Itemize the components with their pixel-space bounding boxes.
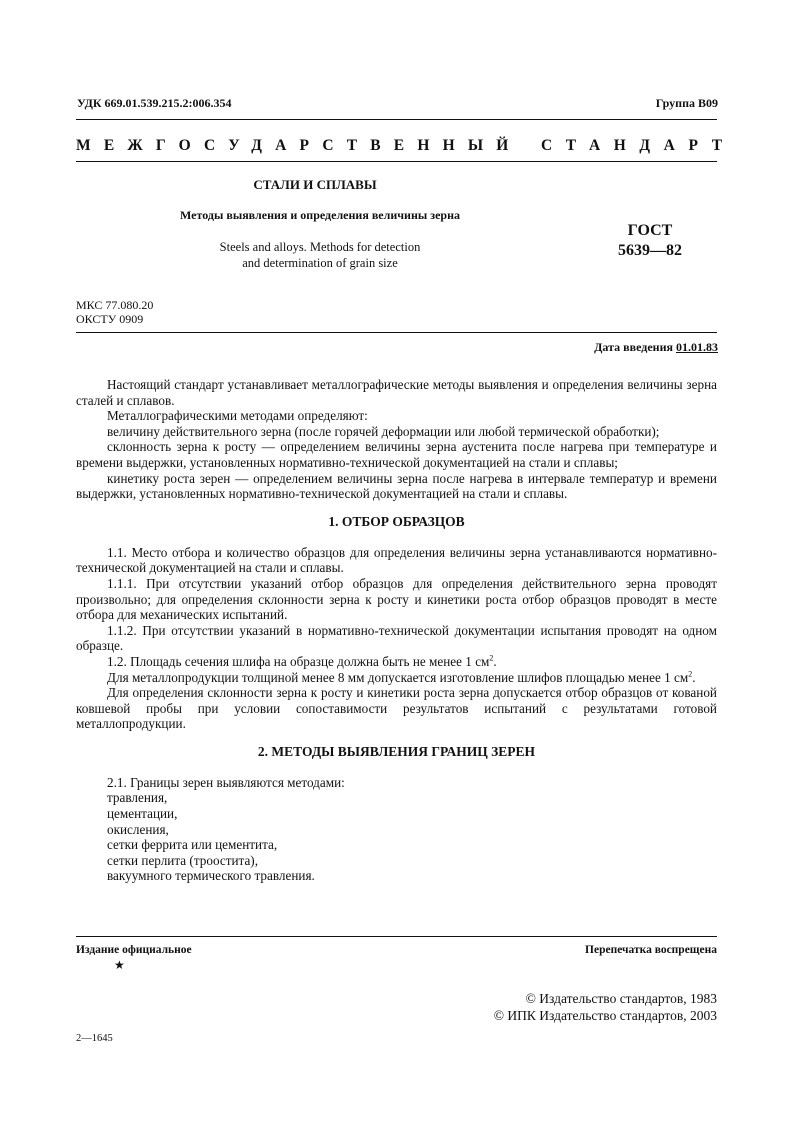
gost-number [600, 221, 700, 261]
intro-paragraph: Настоящий стандарт устанавливает металлографические методы выявления и определения величины зерна сталей и сплавов. [76, 377, 717, 408]
method-list-item: сетки перлита (троостита), [107, 852, 259, 868]
intro-paragraph: Металлографическими методами определяют: [107, 408, 368, 424]
section-1-paragraph: 1.1.1. При отсутствии указаний отбор образцов для определения действительного зерна проводят произвольно; для определения склонности зерна к росту и кинетики роста отбор образцов проводят в месте отбора для механических испытаний. [76, 575, 717, 623]
document-title: СТАЛИ И СПЛАВЫ [253, 177, 377, 192]
copyright-2003: © ИПК Издательство стандартов, 2003 [493, 1008, 717, 1023]
intro-list-item: кинетику роста зерен — определением величины зерна после нагрева в интервале температур и времени выдержки, установленных нормативно-технической документацией на стали и сплавы. [76, 470, 717, 502]
okstu-code: ОКСТУ 0909 [76, 312, 144, 326]
method-list-item: сетки феррита или цементита, [107, 837, 278, 853]
method-list-item: окисления, [107, 821, 169, 837]
udk-code: УДК 669.01.539.215.2:006.354 [77, 96, 232, 110]
copyright-1983: © Издательство стандартов, 1983 [525, 991, 717, 1006]
mks-code: МКС 77.080.20 [76, 298, 154, 312]
method-list-item: цементации, [107, 806, 178, 822]
gost-code: 5639—82 [618, 242, 682, 259]
banner-interstate: МЕЖГОСУДАРСТВЕННЫЙ [76, 137, 522, 154]
intro-list-item: склонность зерна к росту — определением величины зерна аустенита после нагрева при температуре и времени выдержки, установленных нормативно-технической документацией на стали и сплавы; [76, 439, 717, 470]
copyright-block [494, 990, 717, 1024]
introduction-date-label: Дата введения [594, 340, 673, 354]
document-body [76, 377, 717, 884]
section-2-heading: 2. МЕТОДЫ ВЫЯВЛЕНИЯ ГРАНИЦ ЗЕРЕН [257, 743, 536, 759]
banner-divider [76, 161, 717, 162]
section-1-paragraph: 1.2. Площадь сечения шлифа на образце должна быть не менее 1 $см^2$. [107, 653, 497, 669]
section-1-paragraph: 1.1. Место отбора и количество образцов для определения величины зерна устанавливаются нормативно-технической документацией на стали и сплавы. [76, 544, 717, 576]
gost-label: ГОСТ [627, 222, 673, 239]
introduction-date [594, 340, 718, 355]
english-title [190, 239, 450, 271]
top-divider [76, 119, 717, 120]
section-2-paragraph: 2.1. Границы зерен выявляются методами: [107, 774, 345, 790]
classification-codes [76, 298, 153, 326]
official-edition-label: Издание официальное [76, 944, 192, 956]
intro-list-item: величину действительного зерна (после горячей деформации или любой термической обработки); [107, 423, 660, 439]
introduction-date-value: 01.01.83 [676, 340, 718, 354]
section-1-heading: 1. ОТБОР ОБРАЗЦОВ [328, 513, 465, 529]
method-list-item: травления, [107, 790, 168, 806]
section-1-paragraph: 1.1.2. При отсутствии указаний в нормативно-технической документации испытания проводят на одном образце. [76, 622, 717, 654]
date-divider [76, 332, 717, 333]
method-list-item: вакуумного термического травления. [107, 868, 315, 884]
page-code: 2—1645 [76, 1033, 113, 1044]
group-code: Группа В09 [655, 96, 718, 110]
reprint-prohibited-label: Перепечатка воспрещена [585, 944, 717, 956]
english-title-line-1: Steels and alloys. Methods for detection [219, 240, 421, 254]
section-1-paragraph: Для металлопродукции толщиной менее 8 мм допускается изготовление шлифов площадью менее 1 $см^2$. [107, 669, 696, 685]
english-title-line-2: and determination of grain size [242, 256, 398, 270]
document-subtitle: Методы выявления и определения величины зерна [180, 208, 460, 222]
section-1-paragraph: Для определения склонности зерна к росту и кинетики роста зерна допускается отбор образцов от кованой ковшевой пробы при условии сопоставимости результатов испытаний с результатами готовой металлопродукции. [76, 685, 717, 732]
footer-divider [76, 936, 717, 937]
banner-standard: СТАНДАРТ [541, 137, 736, 154]
star-icon: ★ [114, 958, 125, 972]
